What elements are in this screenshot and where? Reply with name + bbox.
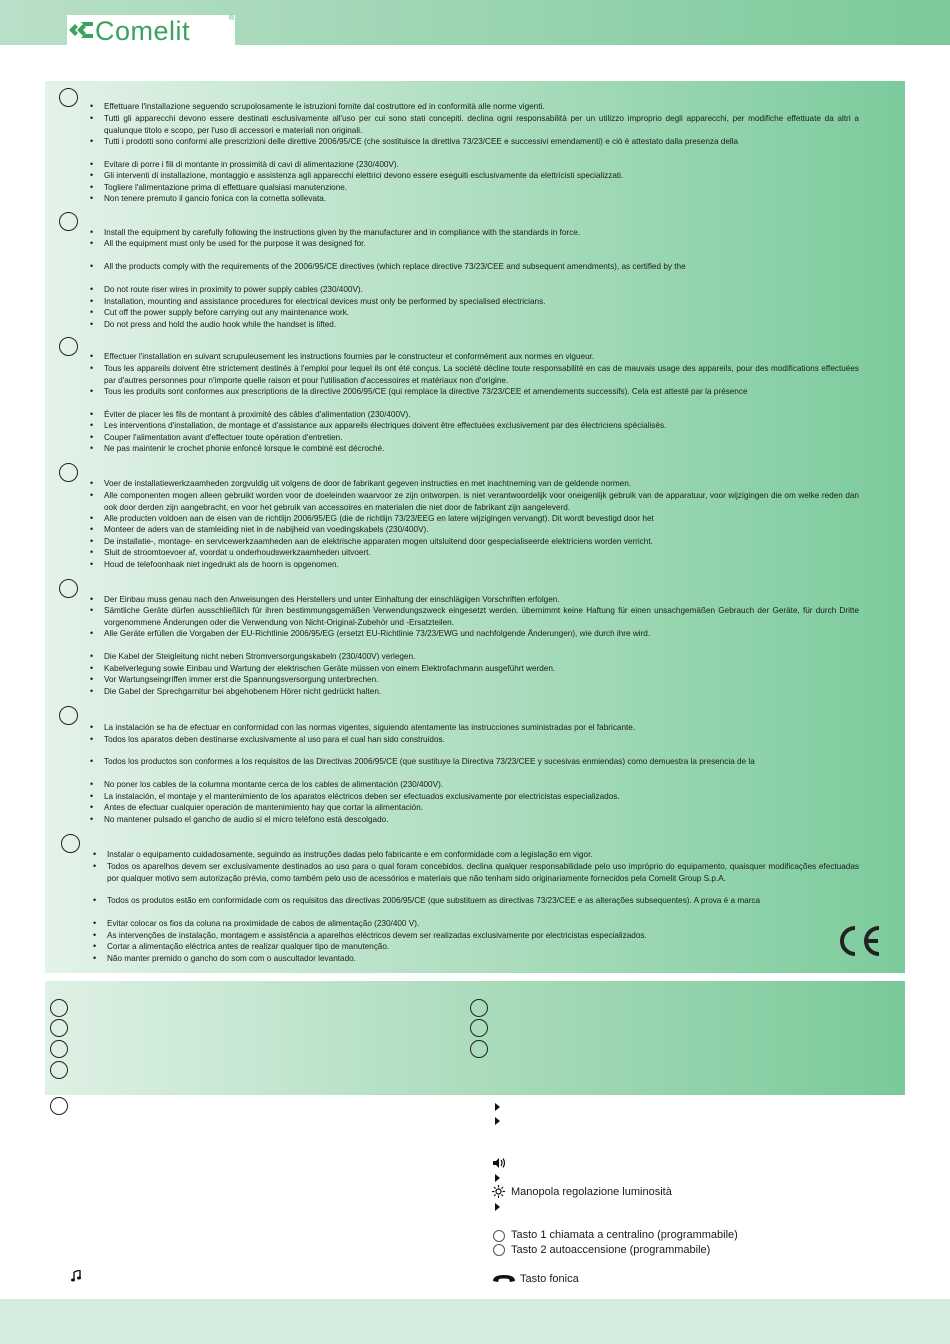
it-item-6: Togliere l'alimentazione prima di effettuare qualsiasi manutenzione. • xyxy=(90,182,348,192)
comelit-mark-icon xyxy=(69,20,95,40)
bullet-icon: • xyxy=(90,490,94,500)
de-item-3: Alle Geräte erfüllen die Vorgaben der EU-Richtlinie 2006/95/EG (ersetzt EU-Richtlinie 73/23/EWG und nachfolgende Änderungen), wie durch ihre wird. • xyxy=(90,628,651,638)
es-item-3: Todos los productos son conformes a los requisitos de las Directivas 2006/95/CE (que sustituye la Directiva 73/23/CEE y sucesivas enmiendas) como demuestra la presencia de la • xyxy=(90,756,755,766)
bullet-icon: • xyxy=(90,628,94,638)
bullet-icon: • xyxy=(90,170,94,180)
en-item-4: Do not route riser wires in proximity to power supply cables (230/400V). • xyxy=(90,284,363,294)
bullet-icon: • xyxy=(90,193,94,203)
lang-flag-5 xyxy=(470,999,488,1017)
bullet-icon: • xyxy=(90,524,94,534)
bullet-icon: • xyxy=(90,432,94,442)
bullet-icon: • xyxy=(90,319,94,329)
nl-item-3: Alle producten voldoen aan de eisen van de richtlijn 2006/95/EG (die de richtlijn 73/23/EEG en latere wijzigingen vervangt). Dit wordt bevestigd door het • xyxy=(90,513,654,523)
bullet-icon: • xyxy=(90,559,94,569)
bullet-icon: • xyxy=(90,791,94,801)
nl-item-2: Alle componenten mogen alleen gebruikt worden voor de doeleinden waarvoor ze zijn ontworpen. is niet verantwoordelijk voor oneigenlijk gebruik van de apparatuur, voor wijzigingen die om welke reden dan ook door derden zijn aangebracht, en voor het gebruik van accessoires en materialen die niet door de fabrikant zijn aangeleverd. • xyxy=(90,490,859,512)
de-item-6: Vor Wartungseingriffen immer erst die Spannungsversorgung unterbrechen. • xyxy=(90,674,379,684)
button-2-icon xyxy=(493,1244,505,1256)
brightness-label: Manopola regolazione luminosità xyxy=(511,1186,672,1198)
es-item-1: La instalación se ha de efectuar en conformidad con las normas vigentes, siguiendo atentamente las instrucciones suministradas por el fabricante. • xyxy=(90,722,636,732)
lang-flag-7 xyxy=(470,1040,488,1058)
fr-item-1: Effectuer l'installation en suivant scrupuleusement les instructions fournies par le constructeur et conformément aux normes en vigueur. • xyxy=(90,351,595,361)
nl-item-6: Sluit de stroomtoevoer af, voordat u onderhoudswerkzaamheden uitvoert. • xyxy=(90,547,371,557)
fr-item-7: Ne pas maintenir le crochet phonie enfoncé lorsque le combiné est décroché. • xyxy=(90,443,385,453)
de-item-5: Kabelverlegung sowie Einbau und Wartung der elektrischen Geräte müssen von einem Elektrofachmann ausgeführt werden. • xyxy=(90,663,556,673)
bullet-icon: • xyxy=(93,930,97,940)
arrow-icon xyxy=(495,1103,500,1111)
button-2-label: Tasto 2 autoaccensione (programmabile) xyxy=(511,1244,711,1256)
en-item-1: Install the equipment by carefully following the instructions given by the manufacturer and in compliance with the standards in force. • xyxy=(90,227,581,237)
es-item-2: Todos los aparatos deben destinarse exclusivamente al uso para el cual han sido construidos. • xyxy=(90,734,445,744)
sun-icon xyxy=(492,1185,505,1198)
pt-item-1: Instalar o equipamento cuidadosamente, seguindo as instruções dadas pelo fabricante e em conformidade com a legislação em vigor. • xyxy=(93,849,593,859)
bullet-icon: • xyxy=(90,734,94,744)
en-item-7: Do not press and hold the audio hook while the handset is lifted. • xyxy=(90,319,337,329)
it-item-4: Evitare di porre i fili di montante in prossimità di cavi di alimentazione (230/400V). • xyxy=(90,159,399,169)
bullet-icon: • xyxy=(90,594,94,604)
bullet-icon: • xyxy=(93,953,97,963)
bullet-icon: • xyxy=(90,536,94,546)
lang-flag-en xyxy=(59,212,78,231)
bullet-icon: • xyxy=(90,814,94,824)
bullet-icon: • xyxy=(90,674,94,684)
es-item-7: No mantener pulsado el gancho de audio si el micro teléfono está descolgado. • xyxy=(90,814,389,824)
bullet-icon: • xyxy=(90,802,94,812)
it-item-7: Non tenere premuto il gancio fonica con la cornetta sollevata. • xyxy=(90,193,327,203)
bullet-icon: • xyxy=(93,861,97,871)
bullet-icon: • xyxy=(90,443,94,453)
handset-icon xyxy=(492,1274,516,1284)
arrow-icon xyxy=(495,1174,500,1182)
bullet-icon: • xyxy=(93,849,97,859)
music-note-icon xyxy=(71,1270,81,1282)
bullet-icon: • xyxy=(90,113,94,123)
lang-flag-it-lower xyxy=(50,1097,68,1115)
bullet-icon: • xyxy=(90,182,94,192)
it-item-2: Tutti gli apparecchi devono essere destinati esclusivamente all'uso per cui sono stati concepiti. declina ogni responsabilità per un utilizzo improprio degli apparecchi, per modifiche effettuate da altri a qualunque titolo e scopo, per l'uso di accessori e materiali non originali. • xyxy=(90,113,859,135)
footer-bar xyxy=(0,1299,950,1344)
bullet-icon: • xyxy=(90,756,94,766)
bullet-icon: • xyxy=(90,663,94,673)
fr-item-2: Tous les appareils doivent être strictement destinés à l'emploi pour lequel ils ont été conçus. La société décline toute responsabilité en cas de mauvais usage des appareils, pour des modifications effectuées par d'autres personnes pour n'importe quelle raison et pour l'utilisation d'accessoires et matériaux non d'origine. • xyxy=(90,363,859,385)
es-item-4: No poner los cables de la columna montante cerca de los cables de alimentación (230/400V). • xyxy=(90,779,444,789)
fr-item-3: Tous les produits sont conformes aux prescriptions de la directive 2006/95/CE (qui remplace la directive 73/23/CEE et amendements successifs). Cela est attesté par la présence • xyxy=(90,386,748,396)
bullet-icon: • xyxy=(90,296,94,306)
bullet-icon: • xyxy=(93,918,97,928)
pt-item-7: Não manter premido o gancho do som com o auscultador levantado. • xyxy=(93,953,356,963)
bullet-icon: • xyxy=(90,478,94,488)
bullet-icon: • xyxy=(90,238,94,248)
en-item-6: Cut off the power supply before carrying out any maintenance work. • xyxy=(90,307,350,317)
de-item-2: Sämtliche Geräte dürfen ausschließlich für ihren bestimmungsgemäßen Verwendungszweck eingesetzt werden. übernimmt keine Haftung für einen unsachgemäßen Gebrauch der Geräte, für durch Dritte vorgenommene Änderungen oder die Verwendung von Nicht-Original-Zubehör und -Ersatzteilen. • xyxy=(90,605,859,627)
bullet-icon: • xyxy=(90,159,94,169)
brand-reg: ® xyxy=(228,15,234,22)
lang-flag-2 xyxy=(50,1019,68,1037)
arrow-icon xyxy=(495,1203,500,1211)
lang-flag-it xyxy=(59,88,78,107)
lang-flag-pt xyxy=(61,834,80,853)
nl-item-1: Voer de installatiewerkzaamheden zorgvuldig uit volgens de door de fabrikant gegeven instructies en met inachtneming van de geldende normen. • xyxy=(90,478,632,488)
bullet-icon: • xyxy=(90,227,94,237)
safety-panel xyxy=(45,81,905,973)
pt-item-5: As intervenções de instalação, montagem e assistência a aparelhos eléctricos devem ser realizadas exclusivamente por electricistas especializados. • xyxy=(93,930,647,940)
de-item-1: Der Einbau muss genau nach den Anweisungen des Herstellers und unter Einhaltung der einschlägigen Vorschriften erfolgen. • xyxy=(90,594,560,604)
de-item-7: Die Gabel der Sprechgarnitur bei abgehobenem Hörer nicht gedrückt halten. • xyxy=(90,686,382,696)
bullet-icon: • xyxy=(90,261,94,271)
fr-item-5: Les interventions d'installation, de montage et d'assistance aux appareils électriques doivent être effectuées exclusivement par des électriciens spécialisés. • xyxy=(90,420,667,430)
bullet-icon: • xyxy=(90,307,94,317)
bullet-icon: • xyxy=(90,605,94,615)
de-item-4: Die Kabel der Steigleitung nicht neben Stromversorgungskabeln (230/400V) verlegen. • xyxy=(90,651,416,661)
it-item-5: Gli interventi di installazione, montaggio e assistenza agli apparecchi elettrici devono essere eseguiti esclusivamente da elettricisti specializzati. • xyxy=(90,170,624,180)
speaker-icon xyxy=(492,1157,506,1169)
language-index-panel xyxy=(45,981,905,1095)
ce-mark-icon xyxy=(835,924,883,958)
es-item-6: Antes de efectuar cualquier operación de mantenimiento hay que cortar la alimentación. • xyxy=(90,802,424,812)
lang-flag-1 xyxy=(50,999,68,1017)
button-1-icon xyxy=(493,1230,505,1242)
bullet-icon: • xyxy=(90,386,94,396)
en-item-5: Installation, mounting and assistance procedures for electrical devices must only be performed by specialised electricians. • xyxy=(90,296,546,306)
bullet-icon: • xyxy=(90,363,94,373)
it-item-1: Effettuare l'installazione seguendo scrupolosamente le istruzioni fornite dal costruttore ed in conformità alle norme vigenti. • xyxy=(90,101,545,111)
lang-flag-es xyxy=(59,706,78,725)
lang-flag-3 xyxy=(50,1040,68,1058)
lang-flag-de xyxy=(59,579,78,598)
bullet-icon: • xyxy=(90,547,94,557)
it-item-3: Tutti i prodotti sono conformi alle prescrizioni delle direttive 2006/95/CE (che sostituisce la direttiva 73/23/CEE e successivi emendamenti) e ciò è attestato dalla presenza della • xyxy=(90,136,739,146)
bullet-icon: • xyxy=(90,284,94,294)
nl-item-5: De installatie-, montage- en servicewerkzaamheden aan de elektrische apparaten mogen uitsluitend door gespecialiseerde elektriciens worden verricht. • xyxy=(90,536,653,546)
bullet-icon: • xyxy=(90,651,94,661)
nl-item-4: Monteer de aders van de stamleiding niet in de nabijheid van voedingskabels (230/400V). • xyxy=(90,524,429,534)
en-item-2: All the equipment must only be used for the purpose it was designed for. • xyxy=(90,238,366,248)
button-1-label: Tasto 1 chiamata a centralino (programmabile) xyxy=(511,1229,738,1241)
lang-flag-nl xyxy=(59,463,78,482)
bullet-icon: • xyxy=(90,409,94,419)
bullet-icon: • xyxy=(90,351,94,361)
arrow-icon xyxy=(495,1117,500,1125)
bullet-icon: • xyxy=(90,101,94,111)
bullet-icon: • xyxy=(93,895,97,905)
bullet-icon: • xyxy=(90,686,94,696)
bullet-icon: • xyxy=(90,722,94,732)
pt-item-3: Todos os produtos estão em conformidade com os requisitos das directivas 2006/95/CE (que substituem as directivas 73/23/CEE e as alterações subsequentes). A prova é a marca • xyxy=(93,895,761,905)
lang-flag-4 xyxy=(50,1061,68,1079)
comelit-logo xyxy=(67,15,235,45)
pt-item-2: Todos os aparelhos devem ser exclusivamente destinados ao uso para o qual foram concebidos. declina qualquer responsabilidade pelo uso impróprio do equipamento, quaisquer modificações efectuadas por qualquer motivo sem autorização prévia, como também pelo uso de acessórios e materiais que não tenham sido originariamente fornecidos pela Comelit Group S.p.A. • xyxy=(93,861,859,883)
bullet-icon: • xyxy=(90,513,94,523)
pt-item-6: Cortar a alimentação eléctrica antes de realizar qualquer tipo de manutenção. • xyxy=(93,941,390,951)
bullet-icon: • xyxy=(90,420,94,430)
pt-item-4: Evitar colocar os fios da coluna na proximidade de cabos de alimentação (230/400 V). • xyxy=(93,918,420,928)
lang-flag-fr xyxy=(59,337,78,356)
bullet-icon: • xyxy=(93,941,97,951)
audio-button-label: Tasto fonica xyxy=(520,1273,579,1285)
nl-item-7: Houd de telefoonhaak niet ingedrukt als de hoorn is opgenomen. • xyxy=(90,559,339,569)
en-item-3: All the products comply with the requirements of the 2006/95/CE directives (which replace directive 73/23/CEE and subsequent amendments), as certified by the • xyxy=(90,261,686,271)
brand-name: Comelit xyxy=(95,16,191,46)
bullet-icon: • xyxy=(90,779,94,789)
lang-flag-6 xyxy=(470,1019,488,1037)
bullet-icon: • xyxy=(90,136,94,146)
fr-item-6: Couper l'alimentation avant d'effectuer toute opération d'entretien. • xyxy=(90,432,343,442)
es-item-5: La instalación, el montaje y el mantenimiento de los aparatos eléctricos deben ser efectuados exclusivamente por electricistas especializados. • xyxy=(90,791,620,801)
fr-item-4: Éviter de placer les fils de montant à proximité des câbles d'alimentation (230/400V). • xyxy=(90,409,411,419)
